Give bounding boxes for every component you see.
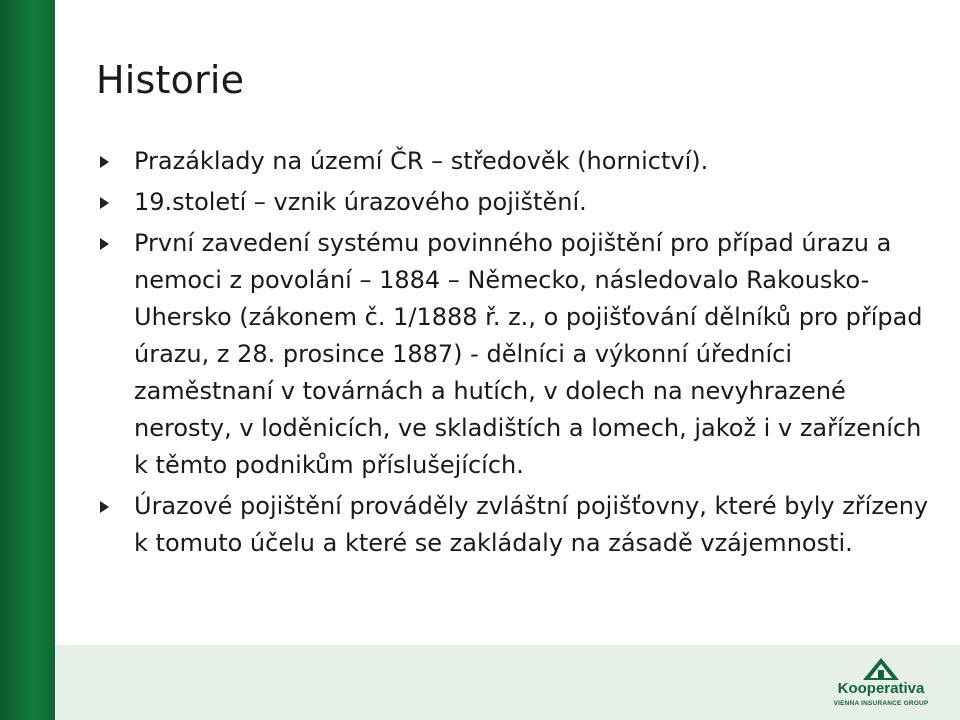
- slide-title: Historie: [96, 58, 245, 102]
- left-green-bar: [0, 0, 55, 720]
- footer-band: [55, 645, 960, 720]
- kooperativa-logo: [826, 658, 936, 714]
- bullet-item-1: [96, 143, 936, 180]
- triangle-bullet-icon: [100, 238, 109, 250]
- bullet-text: 19.století – vznik úrazového pojištění.: [134, 188, 587, 216]
- bullet-item-2: [96, 184, 936, 221]
- bullet-text: Úrazové pojištění prováděly zvláštní pojišťovny, které byly zřízeny k tomuto účelu a které se zakládaly na zásadě vzájemnosti.: [134, 492, 929, 557]
- bullet-item-3: [96, 225, 936, 484]
- bullet-list: [96, 143, 936, 566]
- triangle-bullet-icon: [100, 501, 109, 513]
- logo-name: Kooperativa: [837, 680, 925, 697]
- kooperativa-logo-icon: [859, 658, 903, 680]
- bullet-text: Prazáklady na území ČR – středověk (hornictví).: [134, 147, 709, 175]
- bullet-item-4: [96, 488, 936, 562]
- logo-subtitle: VIENNA INSURANCE GROUP: [833, 700, 929, 707]
- bullet-text: První zavedení systému povinného pojištění pro případ úrazu a nemoci z povolání – 1884 – Německo, následovalo Rakousko-Uhersko (zákonem č. 1/1888 ř. z., o pojišťování dělníků pro případ úrazu, z 28. prosince 1887) - dělníci a výkonní úředníci zaměstnaní v továrnách a hutích, v dolech na nevyhrazené nerosty, v loděnicích, ve skladištích a lomech, jakož i v zařízeních k těmto podnikům příslušejících.: [134, 229, 923, 479]
- triangle-bullet-icon: [100, 197, 109, 209]
- triangle-bullet-icon: [100, 156, 109, 168]
